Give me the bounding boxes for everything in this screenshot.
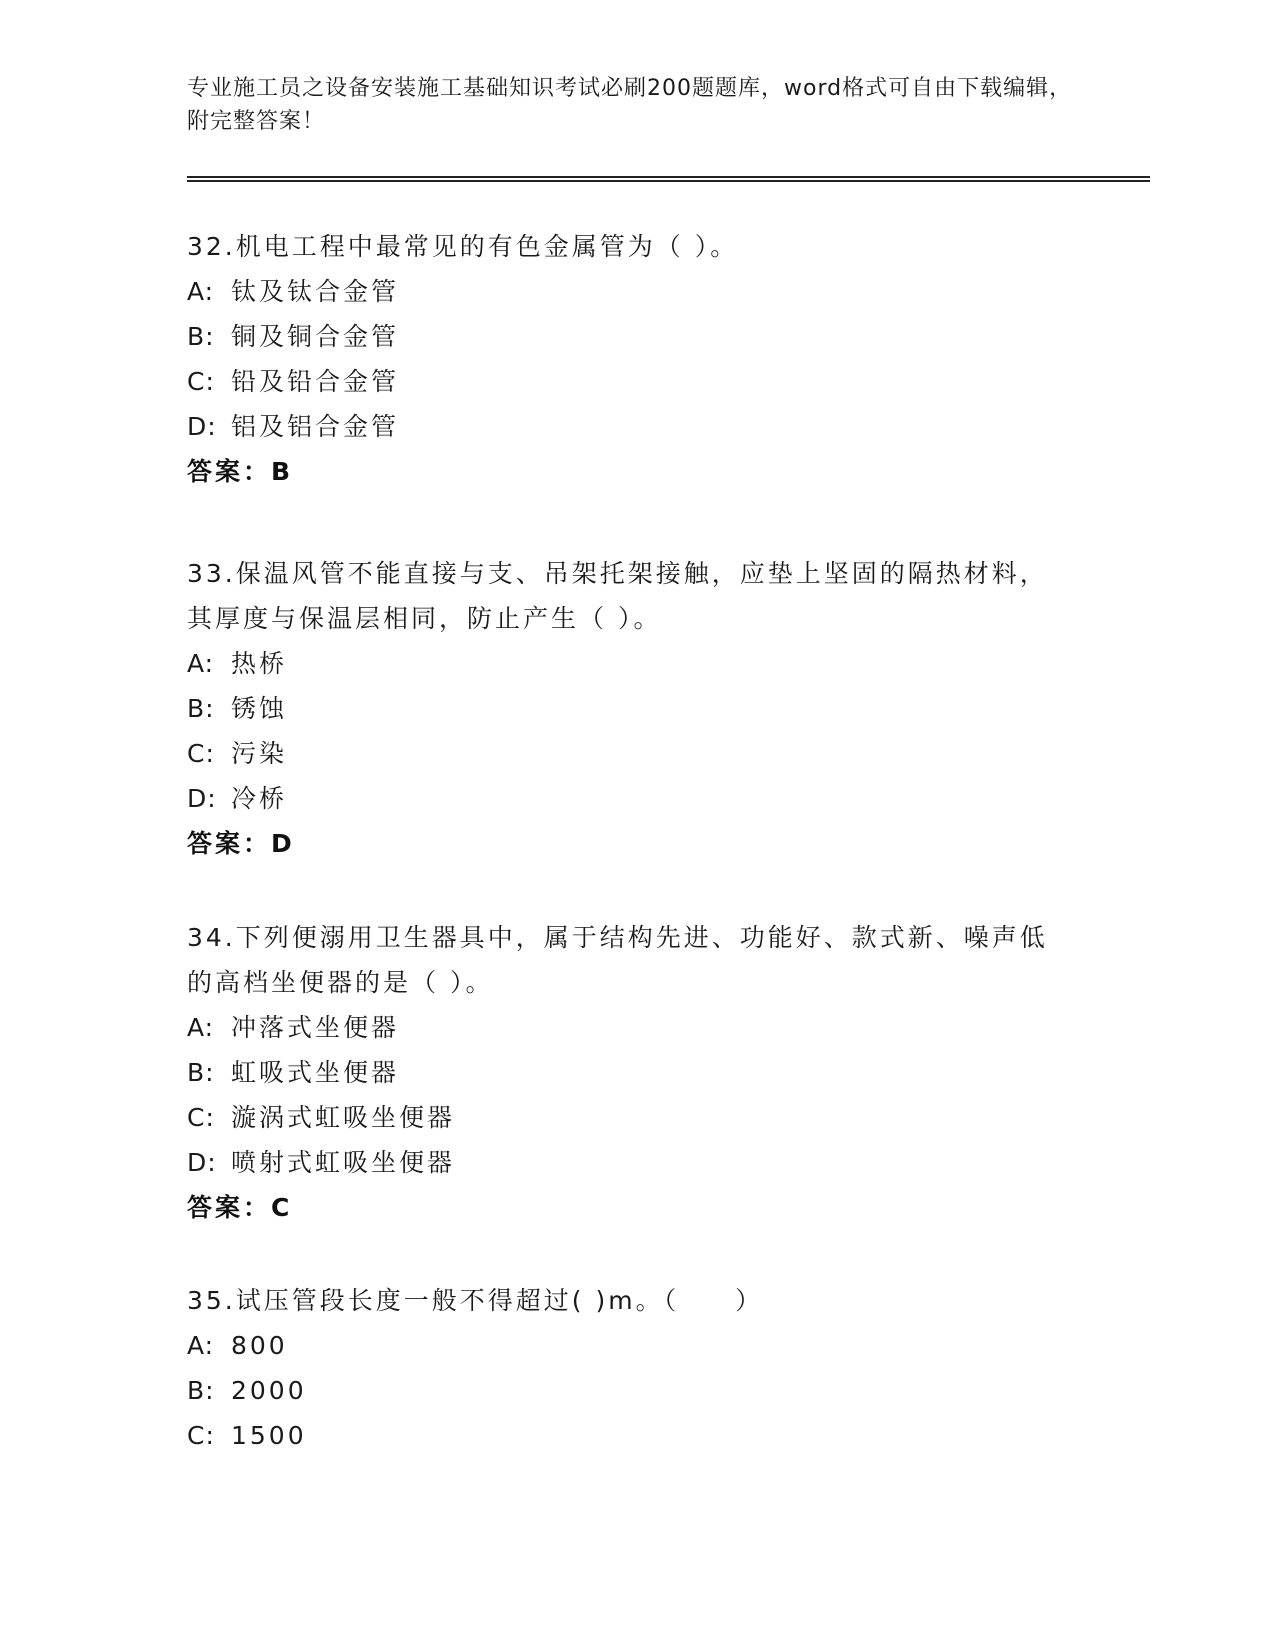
question-stem: 35.试压管段长度一般不得超过( )m。（ ） xyxy=(187,1286,764,1315)
option-key: D: xyxy=(187,784,217,813)
option-text: 冷桥 xyxy=(231,784,288,813)
option-key: A: xyxy=(187,1331,215,1360)
question-stem: 33.保温风管不能直接与支、吊架托架接触，应垫上坚固的隔热材料，其厚度与保温层相同，防止产生（ ）。 xyxy=(187,559,1048,633)
option-d xyxy=(187,404,1067,449)
option-key: C: xyxy=(187,1421,215,1450)
option-text: 冲落式坐便器 xyxy=(231,1013,400,1042)
header-divider xyxy=(187,176,1150,181)
option-key: B: xyxy=(187,1376,215,1405)
option-c xyxy=(187,1095,1067,1140)
option-text: 锈蚀 xyxy=(231,694,288,723)
option-a xyxy=(187,1323,1067,1368)
answer-line: 答案：D xyxy=(187,829,295,858)
option-b xyxy=(187,1050,1067,1095)
question-block xyxy=(187,1278,1067,1458)
option-b xyxy=(187,686,1067,731)
option-d xyxy=(187,1140,1067,1185)
answer-line: 答案：B xyxy=(187,457,294,486)
option-text: 铝及铝合金管 xyxy=(231,412,400,441)
option-c xyxy=(187,1413,1067,1458)
option-key: A: xyxy=(187,649,215,678)
option-b xyxy=(187,314,1067,359)
option-text: 漩涡式虹吸坐便器 xyxy=(231,1103,456,1132)
option-text: 800 xyxy=(231,1331,288,1360)
option-c xyxy=(187,359,1067,404)
question-block xyxy=(187,915,1067,1230)
option-key: B: xyxy=(187,694,215,723)
option-text: 铜及铜合金管 xyxy=(231,322,400,351)
option-text: 喷射式虹吸坐便器 xyxy=(231,1148,456,1177)
option-key: C: xyxy=(187,367,215,396)
option-text: 铅及铅合金管 xyxy=(231,367,400,396)
option-d xyxy=(187,776,1067,821)
option-key: B: xyxy=(187,1058,215,1087)
option-text: 热桥 xyxy=(231,649,288,678)
question-stem: 34.下列便溺用卫生器具中，属于结构先进、功能好、款式新、噪声低的高档坐便器的是（ ）。 xyxy=(187,923,1048,997)
option-a xyxy=(187,1005,1067,1050)
option-key: A: xyxy=(187,277,215,306)
question-block xyxy=(187,551,1067,866)
option-key: C: xyxy=(187,739,215,768)
option-key: C: xyxy=(187,1103,215,1132)
answer-line: 答案：C xyxy=(187,1193,293,1222)
option-key: B: xyxy=(187,322,215,351)
option-text: 钛及钛合金管 xyxy=(231,277,400,306)
document-header-title: 专业施工员之设备安装施工基础知识考试必刷200题题库，word格式可自由下载编辑，附完整答案！ xyxy=(187,76,1073,134)
option-b xyxy=(187,1368,1067,1413)
option-text: 2000 xyxy=(231,1376,307,1405)
question-stem: 32.机电工程中最常见的有色金属管为（ ）。 xyxy=(187,232,739,261)
option-key: D: xyxy=(187,412,217,441)
option-text: 污染 xyxy=(231,739,288,768)
option-key: A: xyxy=(187,1013,215,1042)
option-a xyxy=(187,269,1067,314)
option-key: D: xyxy=(187,1148,217,1177)
option-c xyxy=(187,731,1067,776)
option-text: 1500 xyxy=(231,1421,307,1450)
option-text: 虹吸式坐便器 xyxy=(231,1058,400,1087)
option-a xyxy=(187,641,1067,686)
question-block xyxy=(187,224,1067,494)
